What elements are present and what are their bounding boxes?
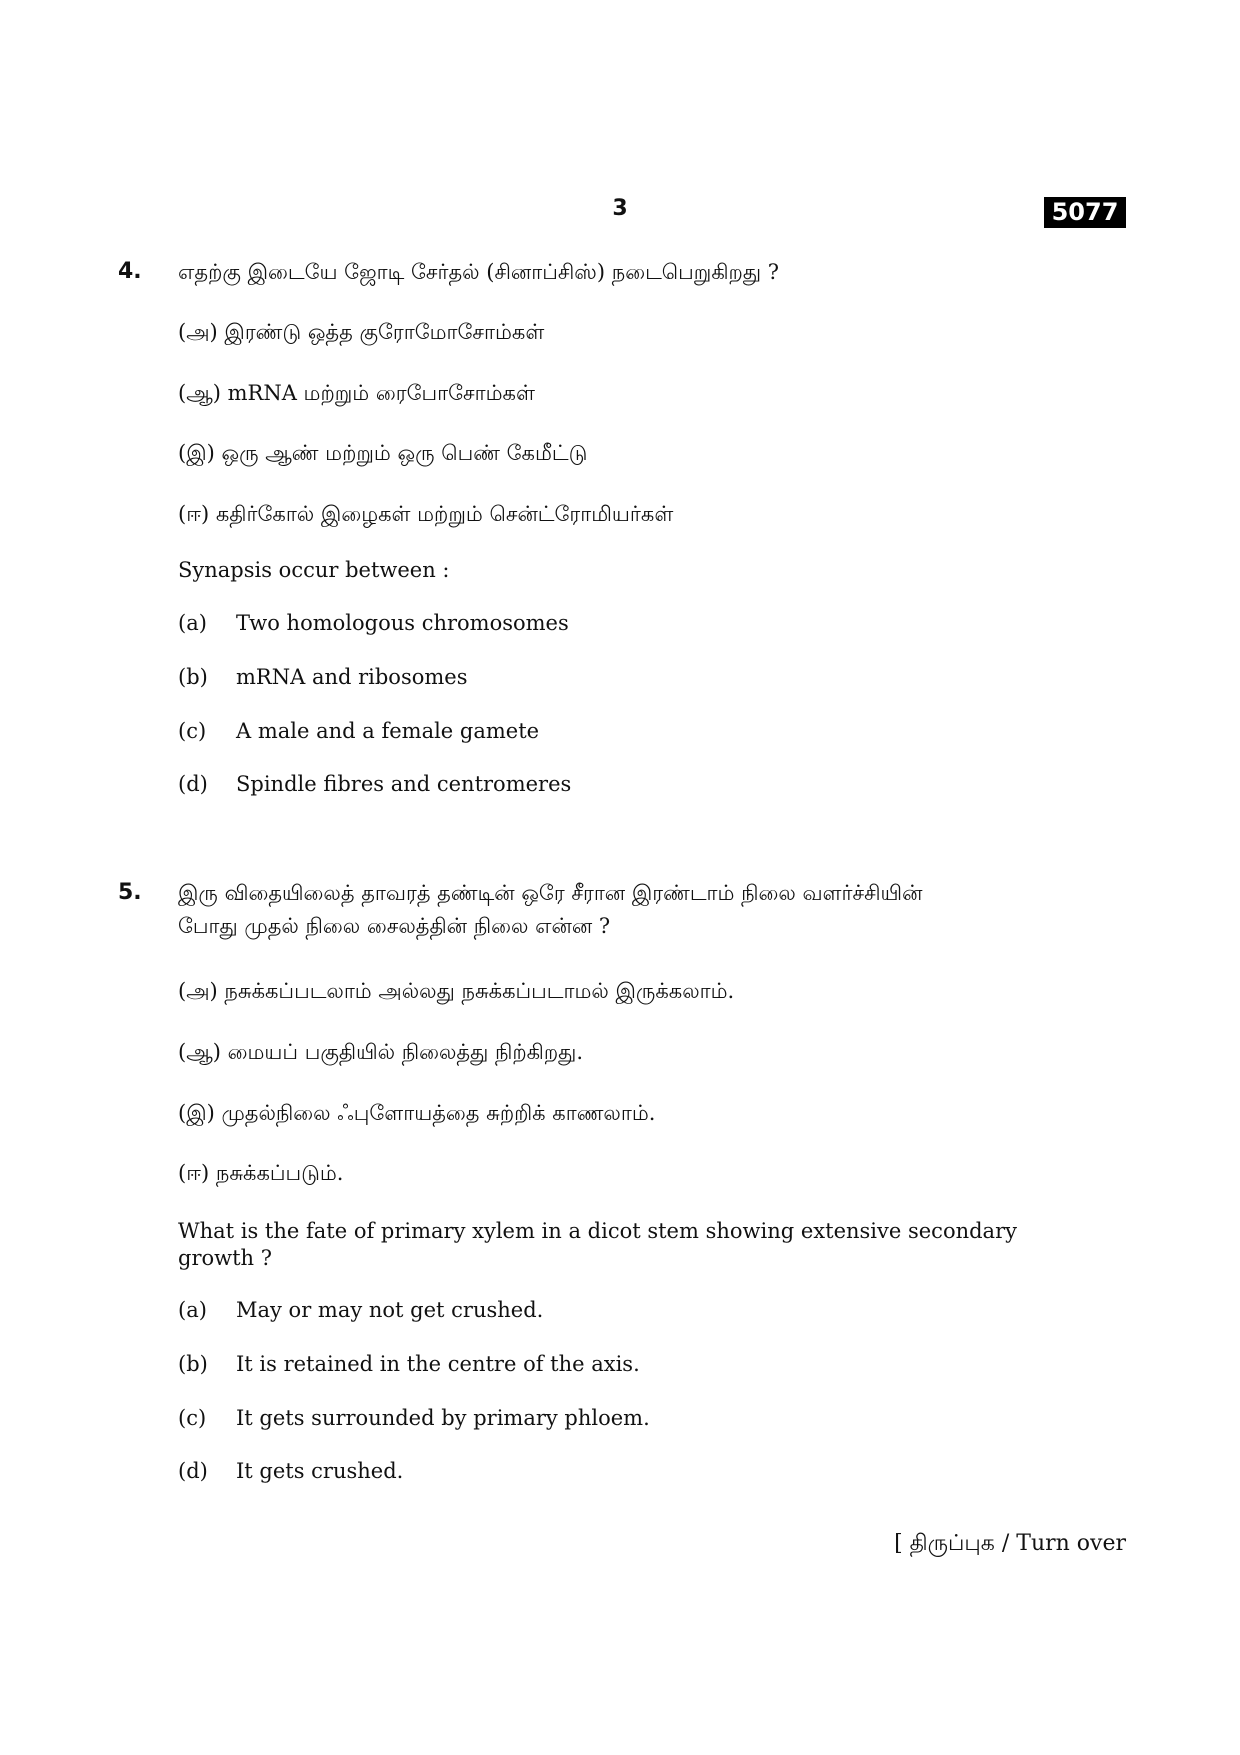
question-4-english-stem: Synapsis occur between :	[178, 558, 450, 582]
question-5-tamil-stem-line2: போது முதல் நிலை சைலத்தின் நிலை என்ன ?	[178, 914, 611, 938]
page-number: 3	[612, 196, 628, 221]
question-5-option-a-label: (a)	[178, 1298, 207, 1322]
question-5-option-d-text: It gets crushed.	[236, 1459, 404, 1483]
question-5-option-c-label: (c)	[178, 1406, 207, 1430]
question-5-tamil-option-a: (அ) நசுக்கப்படலாம் அல்லது நசுக்கப்படாமல் இருக்கலாம்.	[178, 979, 735, 1003]
question-4-option-c-text: A male and a female gamete	[236, 719, 540, 743]
question-5-tamil-stem-line1: இரு விதையிலைத் தாவரத் தண்டின் ஒரே சீரான இரண்டாம் நிலை வளர்ச்சியின்	[178, 881, 923, 905]
question-5-option-c-text: It gets surrounded by primary phloem.	[236, 1406, 650, 1430]
question-4-tamil-option-b: (ஆ) mRNA மற்றும் ரைபோசோம்கள்	[178, 381, 535, 405]
question-5-option-b-text: It is retained in the centre of the axis.	[236, 1352, 640, 1376]
question-4-option-a-text: Two homologous chromosomes	[236, 611, 569, 635]
question-5-tamil-option-b: (ஆ) மையப் பகுதியில் நிலைத்து நிற்கிறது.	[178, 1040, 584, 1064]
question-4-tamil-option-d: (ஈ) கதிர்கோல் இழைகள் மற்றும் சென்ட்ரோமியர்கள்	[178, 502, 674, 526]
paper-code-badge: 5077	[1044, 197, 1126, 228]
question-4-tamil-option-c: (இ) ஒரு ஆண் மற்றும் ஒரு பெண் கேமீட்டு	[178, 441, 588, 465]
question-5-option-b-label: (b)	[178, 1352, 208, 1376]
question-4-tamil-option-a: (அ) இரண்டு ஒத்த குரோமோசோம்கள்	[178, 320, 545, 344]
question-5-option-d-label: (d)	[178, 1459, 208, 1483]
question-4-option-d-label: (d)	[178, 772, 208, 796]
question-4-option-a-label: (a)	[178, 611, 207, 635]
question-4-number: 4.	[118, 259, 142, 284]
turn-over-note: [ திருப்புக / Turn over	[894, 1531, 1126, 1556]
question-4-option-d-text: Spindle fibres and centromeres	[236, 772, 572, 796]
question-4-option-b-label: (b)	[178, 665, 208, 689]
question-4-tamil-stem: எதற்கு இடையே ஜோடி சேர்தல் (சினாப்சிஸ்) நடைபெறுகிறது ?	[178, 260, 779, 284]
question-5-english-stem: What is the fate of primary xylem in a dicot stem showing extensive secondary growth ?	[178, 1219, 1017, 1270]
question-4-option-c-label: (c)	[178, 719, 207, 743]
question-4-option-b-text: mRNA and ribosomes	[236, 665, 468, 689]
question-5-number: 5.	[118, 880, 142, 905]
question-5-option-a-text: May or may not get crushed.	[236, 1298, 544, 1322]
question-5-tamil-option-c: (இ) முதல்நிலை ஃபுளோயத்தை சுற்றிக் காணலாம்.	[178, 1101, 656, 1125]
question-5-tamil-option-d: (ஈ) நசுக்கப்படும்.	[178, 1161, 344, 1185]
